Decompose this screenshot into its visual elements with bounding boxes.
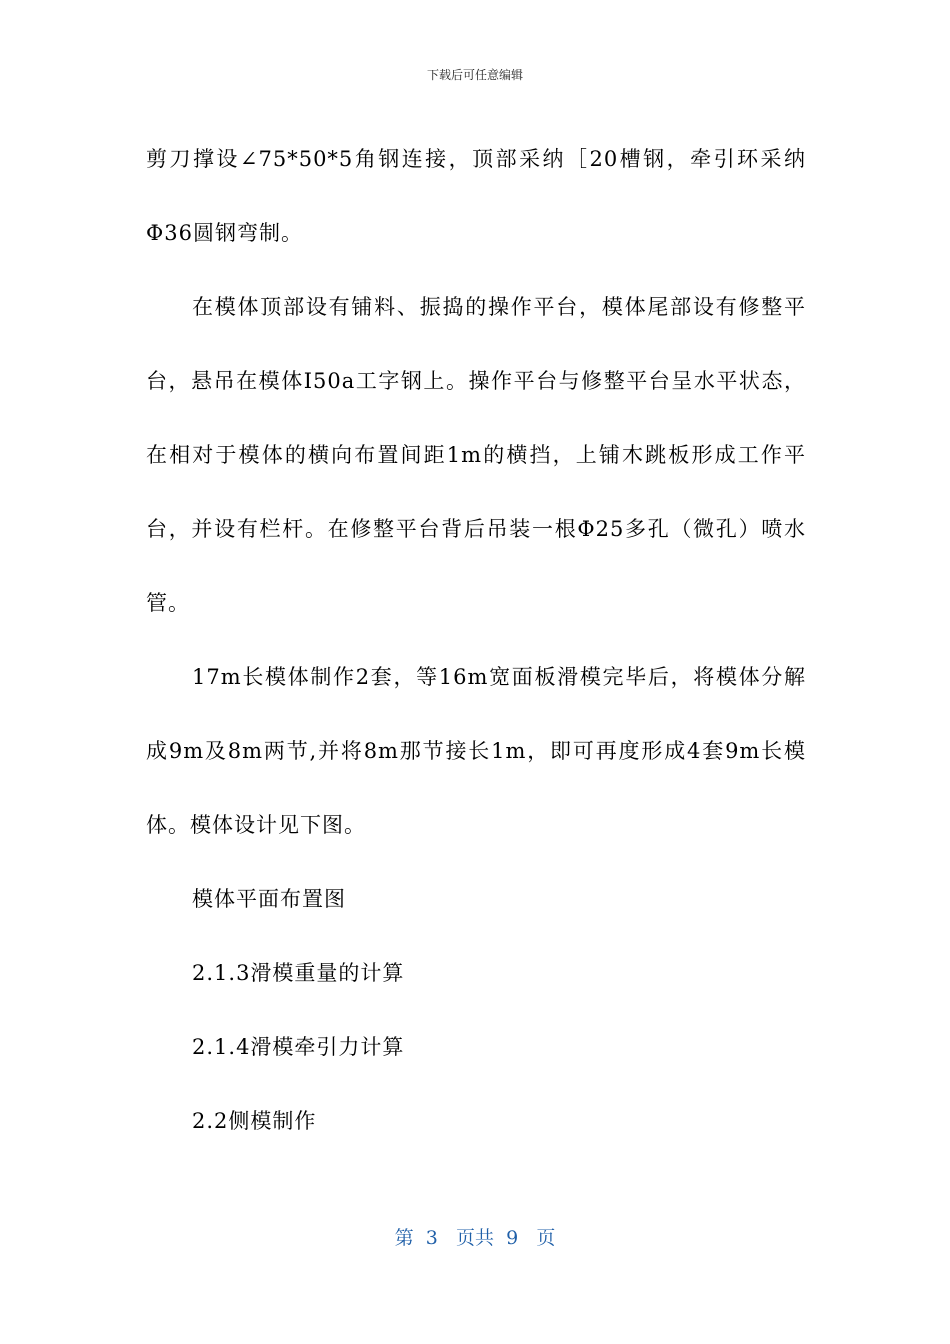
footer-suffix: 页 [536,1227,556,1249]
page-header: 下载后可任意编辑 [426,68,523,82]
current-page-number: 3 [425,1227,438,1249]
total-pages-number: 9 [506,1227,519,1249]
section-heading-2-2: 2.2侧模制作 [192,1109,317,1133]
section-heading-2-1-4: 2.1.4滑模牵引力计算 [192,1035,405,1059]
paragraph-platform: 在模体顶部设有铺料、振捣的操作平台，模体尾部设有修整平台，悬吊在模体I50a工字钢上。操作平台与修整平台呈水平状态，在相对于模体的横向布置间距1m的横挡，上铺木跳板形成工作平台，并设有栏杆。在修整平台背后吊装一根Φ25多孔（微孔）喷水管。 [146,295,806,615]
page-footer [0,1226,950,1250]
document-body [146,122,806,1158]
paragraph-continuation: 剪刀撑设∠75*50*5角钢连接，顶部采纳［20槽钢，牵引环采纳Φ36圆钢弯制。 [146,147,806,245]
figure-caption: 模体平面布置图 [192,887,346,911]
footer-middle: 页共 [455,1227,494,1249]
section-heading-2-1-3: 2.1.3滑模重量的计算 [192,961,405,985]
paragraph-formwork-sets: 17m长模体制作2套，等16m宽面板滑模完毕后，将模体分解成9m及8m两节,并将8m那节接长1m，即可再度形成4套9m长模体。模体设计见下图。 [146,665,806,837]
footer-prefix: 第 [394,1227,414,1249]
